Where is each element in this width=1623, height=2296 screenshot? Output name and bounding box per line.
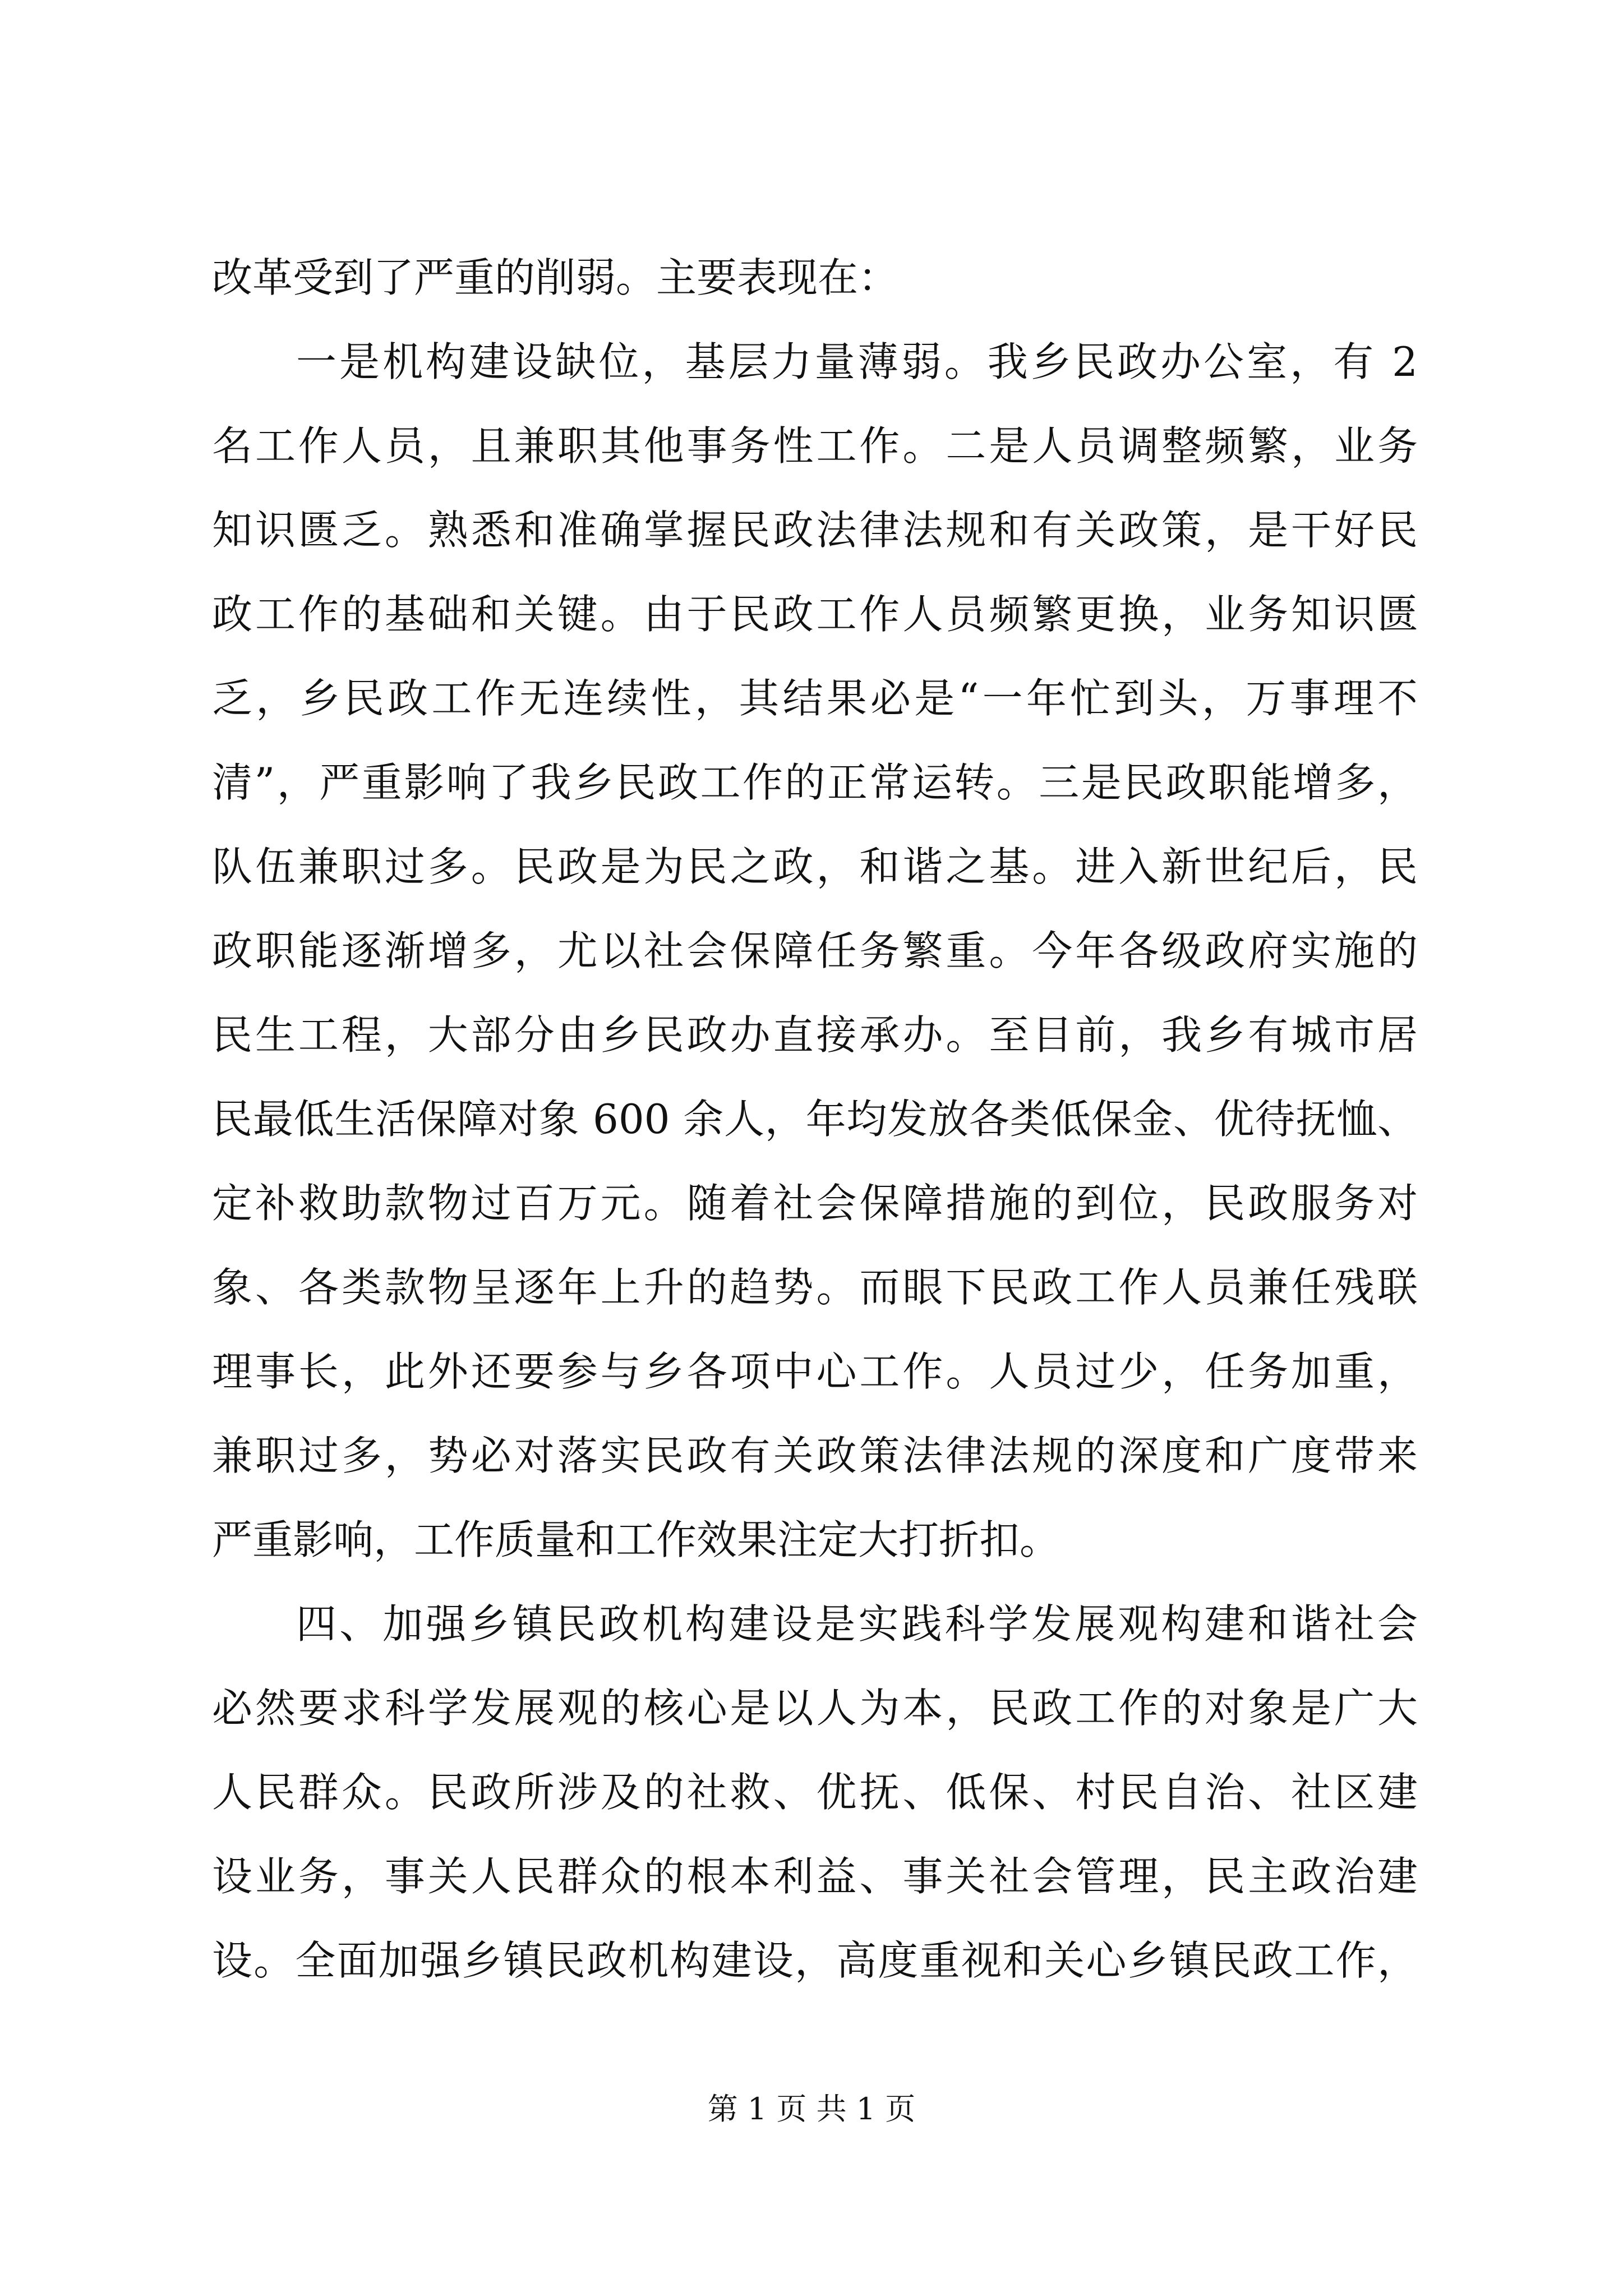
text-line: 民生工程，大部分由乡民政办直接承办。至目前，我乡有城市居 bbox=[212, 1011, 1418, 1059]
text-line: 民最低生活保障对象 600 余人，年均发放各类低保金、优待抚恤、 bbox=[212, 1096, 1418, 1143]
text-line: 清”，严重影响了我乡民政工作的正常运转。三是民政职能增多， bbox=[212, 759, 1418, 806]
text-line: 严重影响，工作质量和工作效果注定大打折扣。 bbox=[212, 1516, 1061, 1563]
text-line: 必然要求科学发展观的核心是以人为本，民政工作的对象是广大 bbox=[212, 1685, 1418, 1732]
text-line: 人民群众。民政所涉及的社救、优抚、低保、村民自治、社区建 bbox=[212, 1769, 1418, 1816]
page-number-label: 第 1 页 共 1 页 bbox=[707, 2091, 916, 2127]
paragraph-first-line: 四、加强乡镇民政机构建设是实践科学发展观构建和谐社会 bbox=[296, 1600, 1418, 1648]
page-footer bbox=[0, 2087, 1623, 2132]
text-line: 队伍兼职过多。民政是为民之政，和谐之基。进入新世纪后，民 bbox=[212, 843, 1418, 890]
text-line: 知识匮乏。熟悉和准确掌握民政法律法规和有关政策，是干好民 bbox=[212, 507, 1418, 554]
text-line: 政工作的基础和关键。由于民政工作人员频繁更换，业务知识匮 bbox=[212, 591, 1418, 638]
text-line: 乏，乡民政工作无连续性，其结果必是“一年忙到头，万事理不 bbox=[212, 675, 1418, 722]
text-line: 理事长，此外还要参与乡各项中心工作。人员过少，任务加重， bbox=[212, 1348, 1418, 1395]
paragraph-first-line: 一是机构建设缺位，基层力量薄弱。我乡民政办公室，有 2 bbox=[296, 338, 1418, 385]
text-line: 改革受到了严重的削弱。主要表现在： bbox=[212, 254, 899, 301]
text-line: 名工作人员，且兼职其他事务性工作。二是人员调整频繁，业务 bbox=[212, 422, 1418, 470]
text-line: 兼职过多，势必对落实民政有关政策法律法规的深度和广度带来 bbox=[212, 1432, 1418, 1479]
text-line: 设业务，事关人民群众的根本利益、事关社会管理，民主政治建 bbox=[212, 1853, 1418, 1900]
text-line: 定补救助款物过百万元。随着社会保障措施的到位，民政服务对 bbox=[212, 1180, 1418, 1227]
text-line: 政职能逐渐增多，尤以社会保障任务繁重。今年各级政府实施的 bbox=[212, 927, 1418, 974]
text-line: 设。全面加强乡镇民政机构建设，高度重视和关心乡镇民政工作， bbox=[212, 1937, 1418, 1984]
text-line: 象、各类款物呈逐年上升的趋势。而眼下民政工作人员兼任残联 bbox=[212, 1264, 1418, 1311]
